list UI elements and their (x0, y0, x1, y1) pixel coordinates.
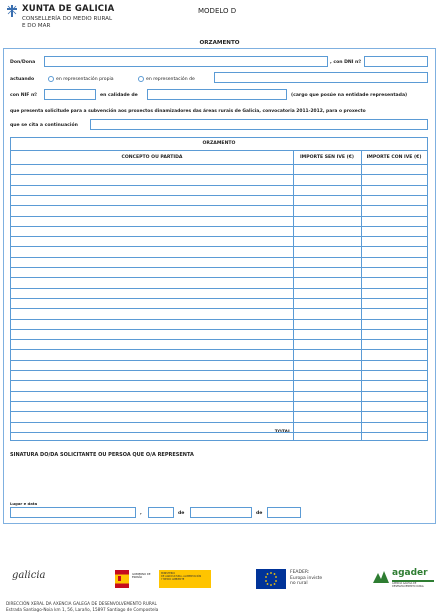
nif-field[interactable] (44, 89, 96, 100)
amount-without-vat-cell[interactable] (294, 412, 360, 420)
concept-cell[interactable] (12, 227, 292, 235)
amount-without-vat-cell[interactable] (294, 289, 360, 297)
project-field[interactable] (90, 119, 428, 130)
ministry-logo (115, 570, 211, 588)
amount-with-vat-cell[interactable] (362, 371, 426, 379)
amount-without-vat-cell[interactable] (294, 381, 360, 389)
amount-without-vat-cell[interactable] (294, 330, 360, 338)
actuando-label: actuando (10, 77, 35, 82)
concept-cell[interactable] (12, 299, 292, 307)
agader-sub-2: DESENVOLVEMENTO RURAL (392, 584, 424, 588)
statement-text: que presenta solicitude para a subvención aos proxectos dinamizadores das áreas rurais de Galicia, convocatoria 2011-2012, para o proxecto (10, 109, 366, 114)
amount-without-vat-cell[interactable] (294, 217, 360, 225)
amount-with-vat-cell[interactable] (362, 237, 426, 245)
amount-with-vat-cell[interactable] (362, 309, 426, 317)
amount-with-vat-cell[interactable] (362, 206, 426, 214)
cargo-note: (cargo que posúe na entidade representada) (291, 93, 408, 98)
concept-cell[interactable] (12, 371, 292, 379)
concept-cell[interactable] (12, 268, 292, 276)
dept-line-2: E DO MAR (22, 23, 51, 29)
table-title-divider (11, 150, 427, 151)
concept-cell[interactable] (12, 309, 292, 317)
concept-cell[interactable] (12, 278, 292, 286)
amount-with-vat-cell[interactable] (362, 165, 426, 173)
concept-cell[interactable] (12, 320, 292, 328)
amount-with-vat-cell[interactable] (362, 402, 426, 410)
amount-without-vat-cell[interactable] (294, 206, 360, 214)
amount-with-vat-cell[interactable] (362, 268, 426, 276)
amount-with-vat-cell[interactable] (362, 278, 426, 286)
amount-without-vat-cell[interactable] (294, 423, 360, 431)
concept-cell[interactable] (12, 330, 292, 338)
total-label: TOTAL (274, 430, 291, 435)
amount-with-vat-cell[interactable] (362, 381, 426, 389)
don-dona-label: Don/Dona (10, 60, 36, 65)
amount-with-vat-cell[interactable] (362, 320, 426, 328)
amount-without-vat-cell[interactable] (294, 268, 360, 276)
amount-without-vat-cell[interactable] (294, 258, 360, 266)
concept-cell[interactable] (12, 392, 292, 400)
amount-without-vat-cell[interactable] (294, 227, 360, 235)
concept-cell[interactable] (12, 217, 292, 225)
amount-without-vat-cell[interactable] (294, 320, 360, 328)
amount-without-vat-cell[interactable] (294, 299, 360, 307)
dni-label: , con DNI nº (330, 60, 361, 65)
total-amount-without-vat-cell[interactable] (294, 433, 360, 441)
concept-cell[interactable] (12, 381, 292, 389)
represented-entity-field[interactable] (214, 72, 428, 83)
amount-with-vat-cell[interactable] (362, 392, 426, 400)
day-field[interactable] (148, 507, 174, 518)
amount-without-vat-cell[interactable] (294, 371, 360, 379)
nif-label: con NIF nº (10, 93, 37, 98)
form-title: ORZAMENTO (199, 40, 240, 46)
amount-without-vat-cell[interactable] (294, 175, 360, 183)
amount-without-vat-cell[interactable] (294, 392, 360, 400)
option-own-label: en representación propia (56, 77, 114, 82)
amount-with-vat-cell[interactable] (362, 412, 426, 420)
xunta-logo (6, 4, 146, 34)
amount-with-vat-cell[interactable] (362, 258, 426, 266)
amount-with-vat-cell[interactable] (362, 186, 426, 194)
amount-with-vat-cell[interactable] (362, 196, 426, 204)
cita-label: que se cita a continuación (10, 123, 78, 128)
amount-without-vat-cell[interactable] (294, 165, 360, 173)
option-of-label: en representación de (146, 77, 195, 82)
concept-cell[interactable] (12, 206, 292, 214)
role-field[interactable] (147, 89, 287, 100)
agader-logo (372, 568, 434, 592)
concept-cell[interactable] (12, 361, 292, 369)
model-label: MODELO D (198, 7, 237, 15)
radio-representation-of[interactable] (138, 76, 144, 82)
amount-without-vat-cell[interactable] (294, 196, 360, 204)
year-field[interactable] (267, 507, 301, 518)
amount-with-vat-cell[interactable] (362, 217, 426, 225)
dept-line-1: CONSELLERÍA DO MEDIO RURAL (22, 16, 113, 22)
feader-line-2: Europa inviste (290, 575, 323, 581)
concept-cell[interactable] (12, 350, 292, 358)
amount-with-vat-cell[interactable] (362, 247, 426, 255)
concept-cell[interactable] (12, 340, 292, 348)
amount-without-vat-cell[interactable] (294, 278, 360, 286)
concept-cell[interactable] (12, 175, 292, 183)
col-header-with-vat: IMPORTE CON IVE (€) (366, 155, 422, 160)
feader-line-1: FEADER: (290, 570, 310, 575)
name-field[interactable] (44, 56, 328, 67)
galicia-logo: galicia (12, 570, 46, 581)
signature-label: SINATURA DO/DA SOLICITANTE OU PERSOA QUE O/A REPRESENTA (10, 452, 194, 458)
amount-with-vat-cell[interactable] (362, 350, 426, 358)
concept-cell[interactable] (12, 412, 292, 420)
col-header-without-vat: IMPORTE SEN IVE (€) (299, 155, 355, 160)
month-field[interactable] (190, 507, 252, 518)
agader-leaf-icon (372, 570, 390, 584)
amount-without-vat-cell[interactable] (294, 350, 360, 358)
place-date-label: Lugar e data (10, 501, 38, 506)
feader-line-3: no rural (290, 581, 308, 586)
concept-cell[interactable] (12, 237, 292, 245)
comma-sep: , (140, 511, 142, 516)
amount-with-vat-cell[interactable] (362, 330, 426, 338)
col-header-concept: CONCEPTO OU PARTIDA (121, 155, 183, 160)
calidade-label: en calidade de (100, 93, 138, 98)
amount-with-vat-cell[interactable] (362, 289, 426, 297)
dni-field[interactable] (364, 56, 428, 67)
amount-with-vat-cell[interactable] (362, 299, 426, 307)
amount-without-vat-cell[interactable] (294, 186, 360, 194)
agader-wordmark: agader (392, 568, 428, 578)
radio-own-representation[interactable] (48, 76, 54, 82)
amount-without-vat-cell[interactable] (294, 309, 360, 317)
address-line-2: Estrada Santiago-Noia km 1, 56, Laraño, 15897 Santiago de Compostela (6, 607, 159, 612)
spain-flag-icon (115, 570, 129, 588)
total-amount-with-vat-cell[interactable] (362, 433, 426, 441)
ministry-yellow-block (159, 570, 211, 588)
concept-cell[interactable] (12, 247, 292, 255)
ministry-line-3: Y MEDIO AMBIENTE (161, 578, 185, 582)
xunta-cross-icon (6, 4, 18, 18)
concept-cell[interactable] (12, 289, 292, 297)
place-field[interactable] (10, 507, 136, 518)
amount-without-vat-cell[interactable] (294, 340, 360, 348)
amount-with-vat-cell[interactable] (362, 423, 426, 431)
org-name: XUNTA DE GALICIA (22, 4, 115, 14)
feader-logo (256, 569, 326, 591)
ministry-gov-text: GOBIERNO DE ESPAÑA (132, 573, 151, 579)
footer-logos (0, 562, 439, 598)
amount-without-vat-cell[interactable] (294, 361, 360, 369)
ministry-line-2: DE AGRICULTURA, ALIMENTACIÓN (161, 575, 202, 579)
amount-with-vat-cell[interactable] (362, 175, 426, 183)
de-label-2: de (256, 511, 263, 516)
address-line-1: DIRECCIÓN XERAL DA AXENCIA GALEGA DE DESENVOLVEMENTO RURAL (6, 601, 157, 606)
amount-with-vat-cell[interactable] (362, 340, 426, 348)
concept-cell[interactable] (12, 165, 292, 173)
amount-with-vat-cell[interactable] (362, 227, 426, 235)
amount-without-vat-cell[interactable] (294, 237, 360, 245)
agader-sub-1: AXENCIA GALEGA DE (392, 582, 417, 585)
concept-cell[interactable] (12, 258, 292, 266)
amount-without-vat-cell[interactable] (294, 402, 360, 410)
eu-flag-icon (256, 569, 286, 589)
table-title: ORZAMENTO (202, 141, 236, 146)
concept-cell[interactable] (12, 186, 292, 194)
concept-cell[interactable] (12, 196, 292, 204)
amount-with-vat-cell[interactable] (362, 361, 426, 369)
de-label-1: de (178, 511, 185, 516)
concept-cell[interactable] (12, 423, 292, 431)
budget-table (10, 137, 428, 441)
amount-without-vat-cell[interactable] (294, 247, 360, 255)
concept-cell[interactable] (12, 402, 292, 410)
ministry-line-1: MINISTERIO (161, 572, 175, 575)
